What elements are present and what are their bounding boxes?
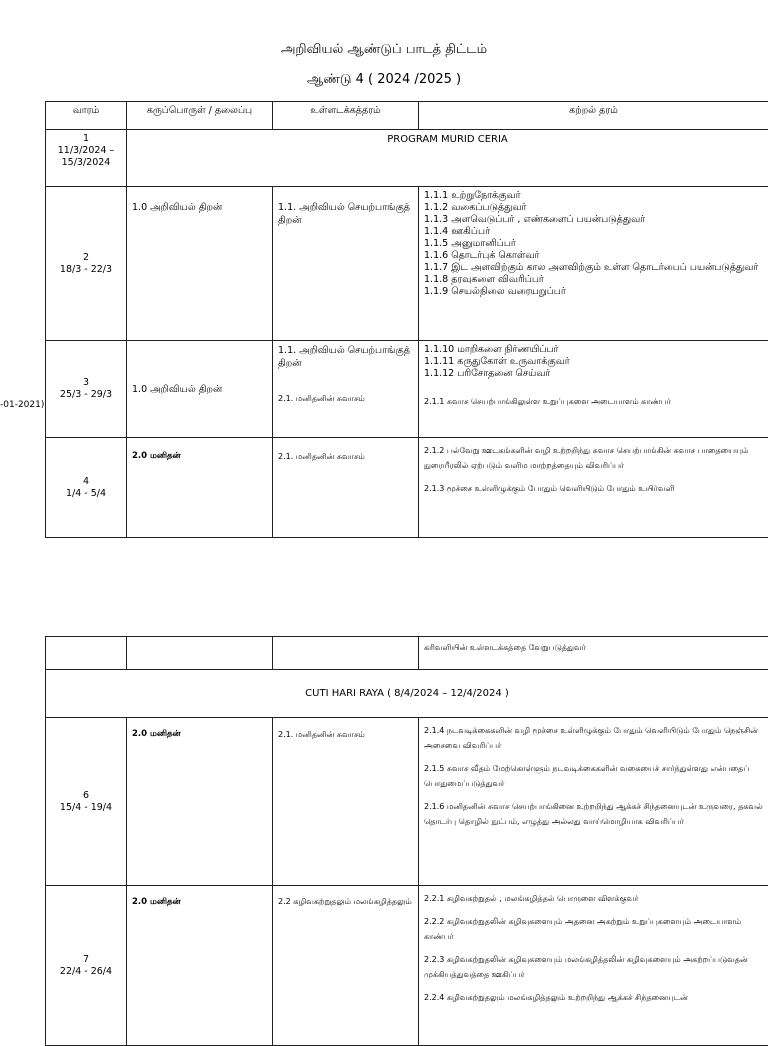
learning-item: 2.1.5 சுவாச வீதம் மேற்கொள்ளும் நடவடிக்கைகளின் வகையைச் சார்ந்துள்ளது என்பதைப் பொதுமைப்படுத்துவர்: [424, 761, 763, 791]
learning-item: 2.1.1 சுவாச செயற்பாங்கிலுள்ள உறுப்புகளை அடையாளம் காண்பர்: [424, 396, 763, 408]
page-subtitle: ஆண்டு 4 ( 2024 /2025 ): [0, 72, 768, 88]
table-row: [46, 187, 768, 341]
learning-item: 1.1.11 கருதுகோள் உருவாக்குவர்: [424, 356, 763, 368]
week-cell: [46, 187, 127, 341]
content-standard-item: 2.1. மனிதனின் சுவாசம்: [278, 392, 413, 405]
learning-item: 1.1.3 அளவெடுப்பர் , எண்களைப் பயன்படுத்துவர்: [424, 214, 763, 226]
week-dates: 1/4 - 5/4: [51, 488, 121, 500]
week-cell: [46, 341, 127, 438]
learning-item: 2.2.3 கழிவகற்றுதலின் கழிவுகளையும் மலங்கழித்தலின் கழிவுகளையும் அகற்றப்படுவதன் முக்கியத்துவத்தை ஊகிப்பர்: [424, 952, 763, 982]
learning-item: 1.1.4 ஊகிப்பர்: [424, 226, 763, 238]
learning-item: 2.1.3 மூச்சை உள்ளிழுக்கும் போதும் வெளியிடும் போதும் உயிர்வளி: [424, 481, 763, 496]
schedule-table-2: [45, 636, 768, 1046]
table-row: [46, 886, 768, 1046]
column-header-content-standard: உள்ளடக்கத்தரம்: [273, 102, 419, 130]
learning-item: 2.2.4 கழிவகற்றுதலும் மலங்கழித்தலும் உற்றறிந்து ஆக்கச் சிந்தனையுடன்: [424, 990, 763, 1005]
table-row: [46, 637, 768, 670]
week-number: 1: [51, 133, 121, 145]
learning-item: 1.1.8 தரவுகளை விவரிப்பர்: [424, 274, 763, 286]
learning-standard-cell: [419, 718, 768, 886]
week-cell: [46, 886, 127, 1046]
table-row: [46, 438, 768, 538]
week-dates: 15/4 - 19/4: [51, 802, 121, 814]
column-header-theme: கருப்பொருள் / தலைப்பு: [127, 102, 273, 130]
week-cell: [46, 718, 127, 886]
learning-standard-cell: [419, 187, 768, 341]
week-dates: 22/4 - 26/4: [51, 966, 121, 978]
learning-item: 1.1.2 வகைப்படுத்துவர்: [424, 202, 763, 214]
week-dates: 11/3/2024 – 15/3/2024: [51, 145, 121, 169]
week-number: 6: [51, 790, 121, 802]
content-standard-item: 1.1. அறிவியல் செயற்பாங்குத் திறன்: [278, 344, 413, 370]
learning-standard-cell: [419, 438, 768, 538]
theme-cell: 2.0 மனிதன்: [127, 438, 273, 538]
side-note: -01-2021): [0, 400, 44, 410]
learning-item: 2.1.6 மனிதனின் சுவாச செயற்பாங்கினை உற்றறிந்து ஆக்கச் சிந்தனையுடன் உருவரை, தகவல் தொடர்பு தொழில் நுட்பம், எழுத்து அல்லது வாய்மொழியாக விவரிப்பர்: [424, 799, 763, 829]
week-dates: 18/3 - 22/3: [51, 264, 121, 276]
program-cell: PROGRAM MURID CERIA: [127, 130, 768, 187]
theme-cell: [127, 637, 273, 670]
column-header-learning-standard: கற்றல் தரம்: [419, 102, 768, 130]
table-row: [46, 341, 768, 438]
theme-cell: 1.0 அறிவியல் திறன்: [127, 187, 273, 341]
learning-item: 2.1.4 நடவடிக்கைகளின் வழி மூச்சை உள்ளிழுக்கும் போதும் வெளியிடும் போதும் நெஞ்சின் அசைவை விவரிப்பர்: [424, 723, 763, 753]
week-cell: [46, 637, 127, 670]
content-standard-cell: 2.1. மனிதனின் சுவாசம்: [273, 718, 419, 886]
week-number: 4: [51, 476, 121, 488]
table-row: [46, 718, 768, 886]
week-cell: [46, 130, 127, 187]
learning-item: 1.1.10 மாறிகளை நிர்ணயிப்பர்: [424, 344, 763, 356]
content-standard-cell: 2.2 கழிவகற்றுதலும் மலங்கழித்தலும்: [273, 886, 419, 1046]
holiday-row: [46, 670, 768, 718]
learning-item: 1.1.5 அனுமானிப்பர்: [424, 238, 763, 250]
learning-item: 2.2.2 கழிவகற்றுதலின் கழிவுகளையும் அதனை அகற்றும் உறுப்புகளையும் அடையாளம் காண்பர்: [424, 914, 763, 944]
learning-item: 1.1.9 செயல்நிலை வரையறுப்பர்: [424, 286, 763, 298]
theme-cell: 1.0 அறிவியல் திறன்: [127, 341, 273, 438]
content-standard-cell: 2.1. மனிதனின் சுவாசம்: [273, 438, 419, 538]
week-cell: [46, 438, 127, 538]
learning-item: 1.1.12 பரிசோதனை செய்வர்: [424, 368, 763, 380]
learning-item: 1.1.1 உற்றுநோக்குவர்: [424, 190, 763, 202]
week-number: 3: [51, 377, 121, 389]
learning-item: 1.1.6 தொடர்புக் கொள்வர்: [424, 250, 763, 262]
learning-item: 2.2.1 கழிவகற்றுதல் , மலங்கழித்தல் பொருளை விளக்குவர்: [424, 891, 763, 906]
learning-standard-cell: [419, 886, 768, 1046]
learning-standard-cell: [419, 341, 768, 438]
content-standard-cell: 1.1. அறிவியல் செயற்பாங்குத் திறன்: [273, 187, 419, 341]
theme-cell: 2.0 மனிதன்: [127, 886, 273, 1046]
column-header-week: வாரம்: [46, 102, 127, 130]
week-number: 2: [51, 252, 121, 264]
content-standard-cell: [273, 341, 419, 438]
content-standard-cell: [273, 637, 419, 670]
page-title: அறிவியல் ஆண்டுப் பாடத் திட்டம்: [0, 42, 768, 58]
learning-item: 1.1.7 இட அளவிற்கும் கால அளவிற்கும் உள்ள தொடர்பைப் பயன்படுத்துவர்: [424, 262, 763, 274]
week-number: 7: [51, 954, 121, 966]
learning-standard-cell: கரிவளியின் உள்ளடக்கத்தை வேறுபடுத்துவர்: [419, 637, 768, 670]
table-header-row: [46, 102, 768, 130]
holiday-cell: CUTI HARI RAYA ( 8/4/2024 – 12/4/2024 ): [46, 670, 768, 718]
week-dates: 25/3 - 29/3: [51, 389, 121, 401]
theme-cell: 2.0 மனிதன்: [127, 718, 273, 886]
learning-item: 2.1.2 பல்வேறு ஊடகங்களின் வழி உற்றறிந்து சுவாச செயற்பாங்கின் சுவாச பாதையையும் நுரையீரலில் ஏற்படும் வளிம மாற்றத்தையும் விவரிப்பர்: [424, 443, 763, 473]
table-row: [46, 130, 768, 187]
schedule-table-1: [45, 101, 768, 538]
